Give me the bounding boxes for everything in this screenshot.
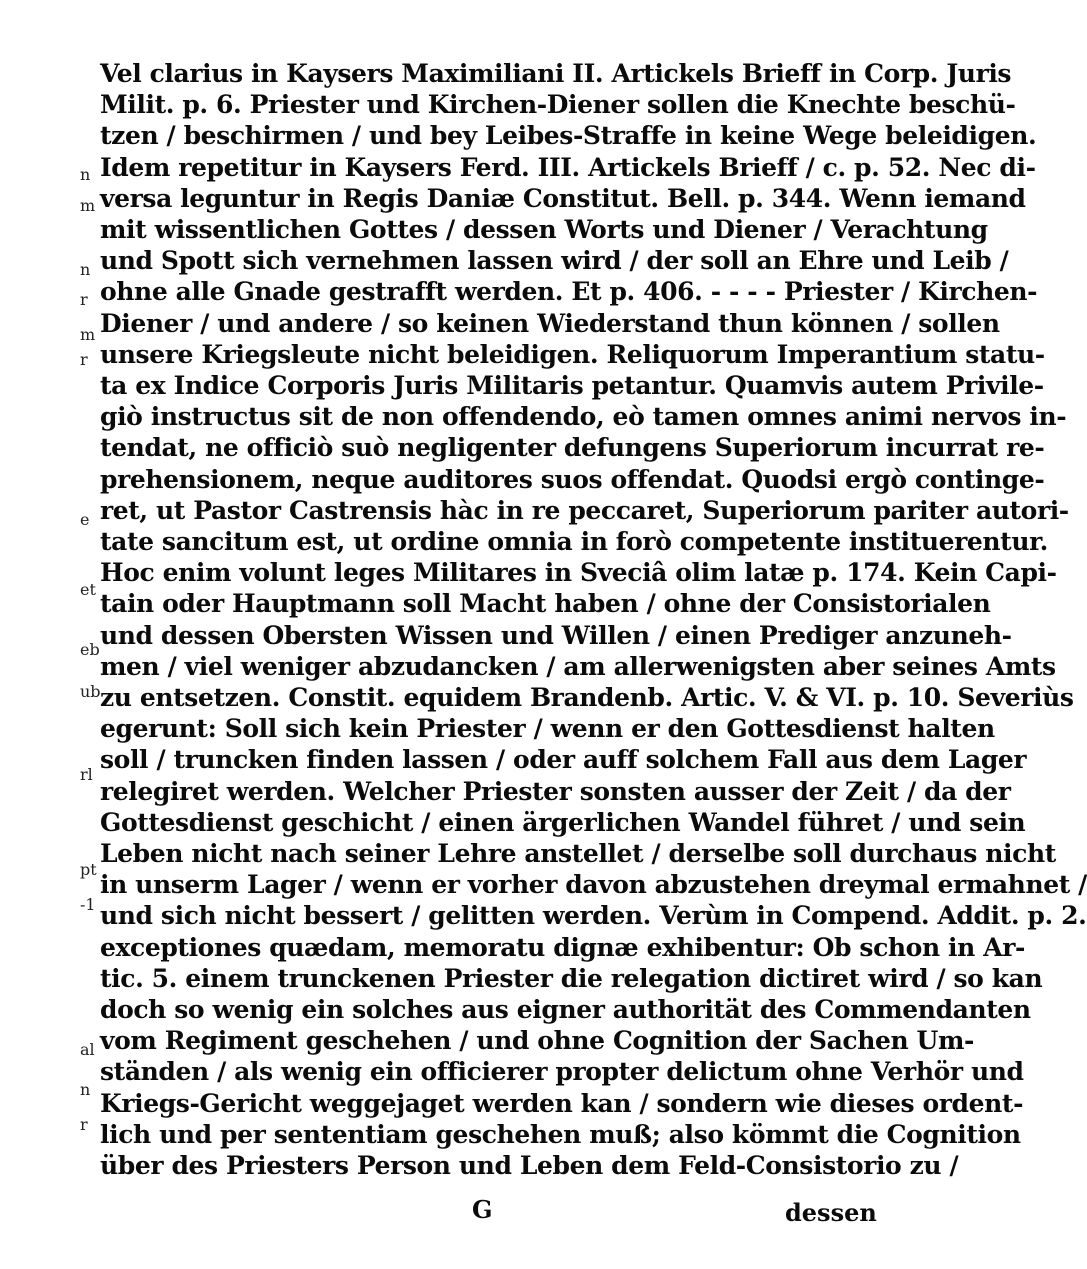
signature-mark: G (472, 1195, 493, 1224)
text-line: prehensionem, neque auditores suos offendat. Quodsi ergò continge- (100, 464, 1045, 494)
margin-mark: e (80, 510, 90, 529)
text-line: und Spott sich vernehmen lassen wird / der soll an Ehre und Leib / (100, 246, 1009, 276)
text-line: vom Regiment geschehen / und ohne Cognition der Sachen Um- (100, 1026, 974, 1056)
text-line: Vel clarius in Kaysers Maximiliani II. Artickels Brieff in Corp. Juris (100, 59, 1012, 88)
margin-mark: eb (80, 640, 100, 659)
margin-mark: et (80, 580, 96, 599)
text-line: ohne alle Gnade gestrafft werden. Et p. 406. - - - - Priester / Kirchen- (100, 277, 1038, 307)
text-line: unsere Kriegsleute nicht beleidigen. Reliquorum Imperantium statu- (100, 339, 1045, 369)
text-line: Diener / und andere / so keinen Wiederstand thun können / sollen (100, 308, 1000, 338)
text-line: über des Priesters Person und Leben dem Feld-Consistorio zu / (100, 1151, 959, 1180)
margin-mark: m (80, 196, 96, 215)
text-line: giò instructus sit de non offendendo, eò tamen omnes animi nervos in- (100, 402, 1067, 432)
text-line: exceptiones quædam, memoratu dignæ exhibentur: Ob schon in Ar- (100, 932, 1025, 962)
text-line: versa leguntur in Regis Daniæ Constitut. Bell. p. 344. Wenn iemand (100, 183, 1026, 213)
text-line: tendat, ne officiò suò negligenter defungens Superiorum incurrat re- (100, 433, 1045, 463)
text-line: ständen / als wenig ein officierer propter delictum ohne Verhör und (100, 1057, 1024, 1087)
text-line: egerunt: Soll sich kein Priester / wenn er den Gottesdienst halten (100, 714, 995, 744)
margin-mark: r (80, 1115, 88, 1134)
margin-mark: r (80, 290, 88, 309)
margin-mark: -1 (80, 895, 96, 914)
text-line: ta ex Indice Corporis Juris Militaris petantur. Quamvis autem Privile- (100, 371, 1044, 400)
text-line: Kriegs-Gericht weggejaget werden kan / sondern wie dieses ordent- (100, 1088, 1024, 1118)
margin-mark: ub (80, 682, 101, 701)
text-line: doch so wenig ein solches aus eigner authorität des Commendanten (100, 995, 1031, 1024)
text-line: tzen / beschirmen / und bey Leibes-Straffe in keine Wege beleidigen. (100, 121, 1037, 151)
text-line: Leben nicht nach seiner Lehre anstellet / derselbe soll durchaus nicht (100, 839, 1056, 868)
margin-mark: rl (80, 765, 93, 784)
margin-mark: r (80, 350, 88, 369)
text-line: ret, ut Pastor Castrensis hàc in re peccaret, Superiorum pariter autori- (100, 495, 1069, 525)
text-line: in unserm Lager / wenn er vorher davon abzustehen dreymal ermahnet / (100, 870, 1087, 900)
margin-mark: n (80, 165, 91, 184)
text-line: relegiret werden. Welcher Priester sonsten ausser der Zeit / da der (100, 776, 1011, 806)
margin-mark: n (80, 260, 91, 279)
margin-mark: n (80, 1080, 91, 1099)
text-line: men / viel weniger abzudancken / am allerwenigsten aber seines Amts (100, 651, 1056, 681)
text-line: Gottesdienst geschicht / einen ärgerlichen Wandel führet / und sein (100, 807, 1026, 837)
text-line: tic. 5. einem trunckenen Priester die relegation dictiret wird / so kan (100, 963, 1043, 993)
text-line: Hoc enim volunt leges Militares in Sveciâ olim latæ p. 174. Kein Capi- (100, 558, 1057, 588)
margin-mark: al (80, 1040, 95, 1059)
text-line: zu entsetzen. Constit. equidem Brandenb. Artic. V. & VI. p. 10. Severiùs (100, 683, 1074, 712)
text-line: soll / truncken finden lassen / oder auff solchem Fall aus dem Lager (100, 745, 1027, 775)
text-line: tate sancitum est, ut ordine omnia in forò competente instituerentur. (100, 527, 1048, 556)
text-line: mit wissentlichen Gottes / dessen Worts und Diener / Verachtung (100, 215, 988, 244)
text-line: lich und per sententiam geschehen muß; also kömmt die Cognition (100, 1119, 1021, 1149)
text-line: tain oder Hauptmann soll Macht haben / ohne der Consistorialen (100, 589, 991, 619)
text-line: und sich nicht bessert / gelitten werden. Verùm in Compend. Addit. p. 2. (100, 901, 1087, 931)
margin-mark: pt (80, 860, 97, 879)
text-line: und dessen Obersten Wissen und Willen / einen Prediger anzuneh- (100, 620, 1012, 650)
text-line: Milit. p. 6. Priester und Kirchen-Diener sollen die Knechte beschü- (100, 90, 1016, 120)
margin-mark: m (80, 325, 96, 344)
text-line: Idem repetitur in Kaysers Ferd. III. Artickels Brieff / c. p. 52. Nec di- (100, 152, 1036, 182)
catchword: dessen (785, 1198, 877, 1227)
